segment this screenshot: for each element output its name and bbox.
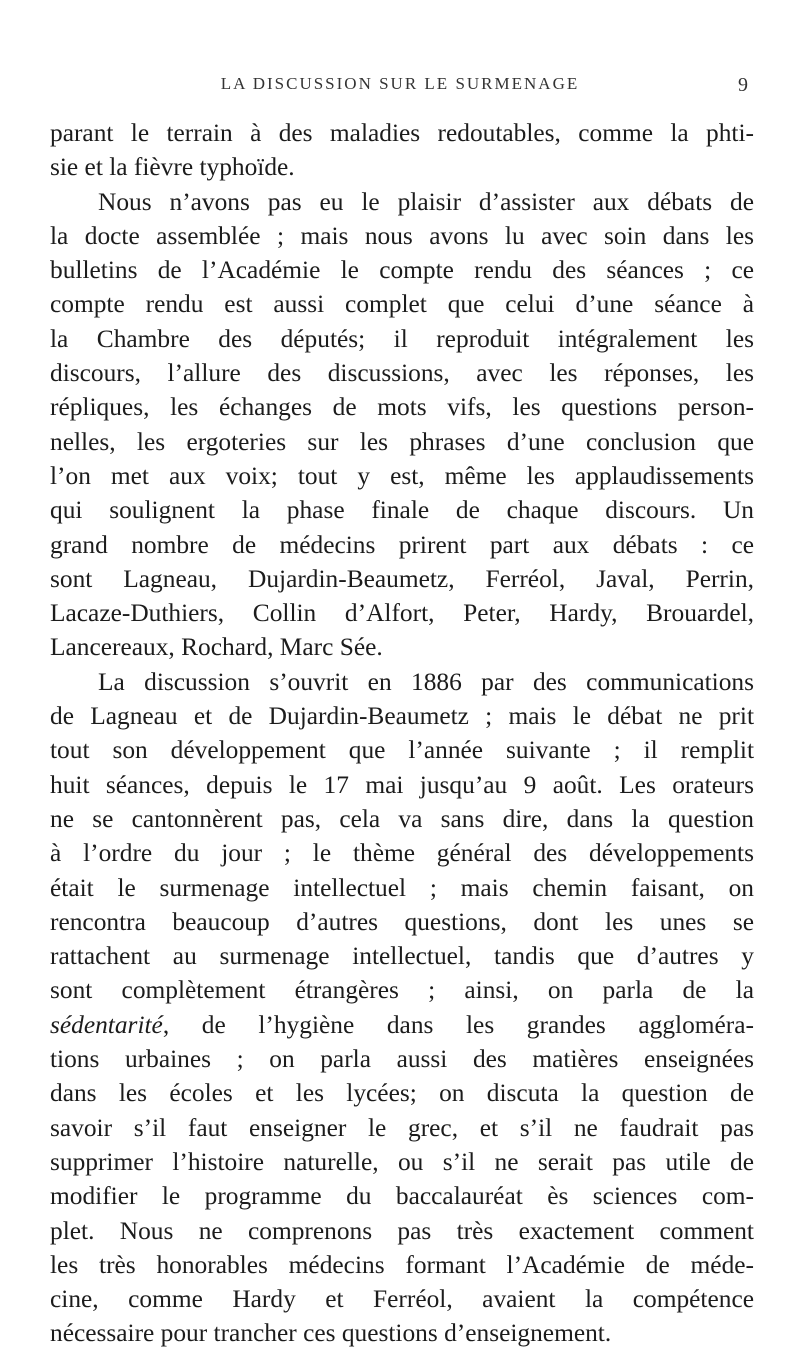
text-line: huit séances, depuis le 17 mai jusqu’au 9 août. Les orateurs (50, 770, 754, 799)
text-line: parant le terrain à des maladies redoutables, comme la phti- (50, 119, 754, 147)
text-line: compte rendu est aussi complet que celui d’une séance à (50, 290, 754, 319)
text-line: Lancereaux, Rochard, Marc Sée. (50, 633, 383, 662)
text-line: Lacaze-Duthiers, Collin d’Alfort, Peter, Hardy, Brouardel, (50, 599, 754, 628)
text-line: La discussion s’ouvrit en 1886 par des communications (98, 667, 754, 696)
text-line: rencontra beaucoup d’autres questions, dont les unes se (50, 907, 754, 936)
text-line: rattachent au surmenage intellectuel, tandis que d’autres y (50, 942, 754, 971)
text-line: la Chambre des députés; il reproduit intégralement les (50, 324, 754, 353)
text-line: plet. Nous ne comprenons pas très exactement comment (50, 1216, 754, 1245)
body-text (50, 116, 754, 1351)
text-line: modifier le programme du baccalauréat ès sciences com- (50, 1182, 754, 1211)
text-line (50, 1008, 754, 1042)
text-line: était le surmenage intellectuel ; mais chemin faisant, on (50, 873, 754, 902)
text-line: Nous n’avons pas eu le plaisir d’assister aux débats de (98, 187, 754, 216)
text-line: ne se cantonnèrent pas, cela va sans dire, dans la question (50, 804, 754, 833)
text-line: supprimer l’histoire naturelle, ou s’il ne serait pas utile de (50, 1147, 754, 1176)
text-line: dans les écoles et les lycées; on discuta la question de (50, 1079, 754, 1108)
text-line: les très honorables médecins formant l’Académie de méde- (50, 1250, 754, 1279)
text-line: sont Lagneau, Dujardin-Beaumetz, Ferréol, Javal, Perrin, (50, 564, 754, 593)
text-line-rest: , de l’hygiène dans les grandes aggloméra- (162, 1010, 754, 1039)
text-line: l’on met aux voix; tout y est, même les applaudissements (50, 461, 754, 490)
page-number: 9 (738, 74, 748, 96)
text-line: de Lagneau et de Dujardin-Beaumetz ; mais le débat ne prit (50, 702, 754, 731)
text-line: savoir s’il faut enseigner le grec, et s’il ne faudrait pas (50, 1113, 754, 1142)
text-line: la docte assemblée ; mais nous avons lu avec soin dans les (50, 221, 754, 250)
text-line: nelles, les ergoteries sur les phrases d’une conclusion que (50, 427, 754, 456)
text-line: cine, comme Hardy et Ferréol, avaient la compétence (50, 1285, 754, 1314)
text-line: tions urbaines ; on parla aussi des matières enseignées (50, 1045, 754, 1074)
text-line: sont complètement étrangères ; ainsi, on parla de la (50, 976, 754, 1005)
text-line: discours, l’allure des discussions, avec les réponses, les (50, 359, 754, 388)
text-line: nécessaire pour trancher ces questions d’enseignement. (50, 1319, 612, 1348)
running-head (0, 74, 800, 104)
text-line: répliques, les échanges de mots vifs, les questions person- (50, 393, 754, 422)
text-line: à l’ordre du jour ; le thème général des développements (50, 839, 754, 868)
text-line: sie et la fièvre typhoïde. (50, 153, 295, 182)
italic-term: sédentarité (50, 1010, 163, 1039)
text-line: qui soulignent la phase finale de chaque discours. Un (50, 496, 754, 525)
text-line: grand nombre de médecins prirent part aux débats : ce (50, 530, 754, 559)
running-head-title: LA DISCUSSION SUR LE SURMENAGE (220, 74, 580, 93)
text-line: tout son développement que l’année suivante ; il remplit (50, 736, 754, 765)
text-line: bulletins de l’Académie le compte rendu des séances ; ce (50, 256, 754, 285)
